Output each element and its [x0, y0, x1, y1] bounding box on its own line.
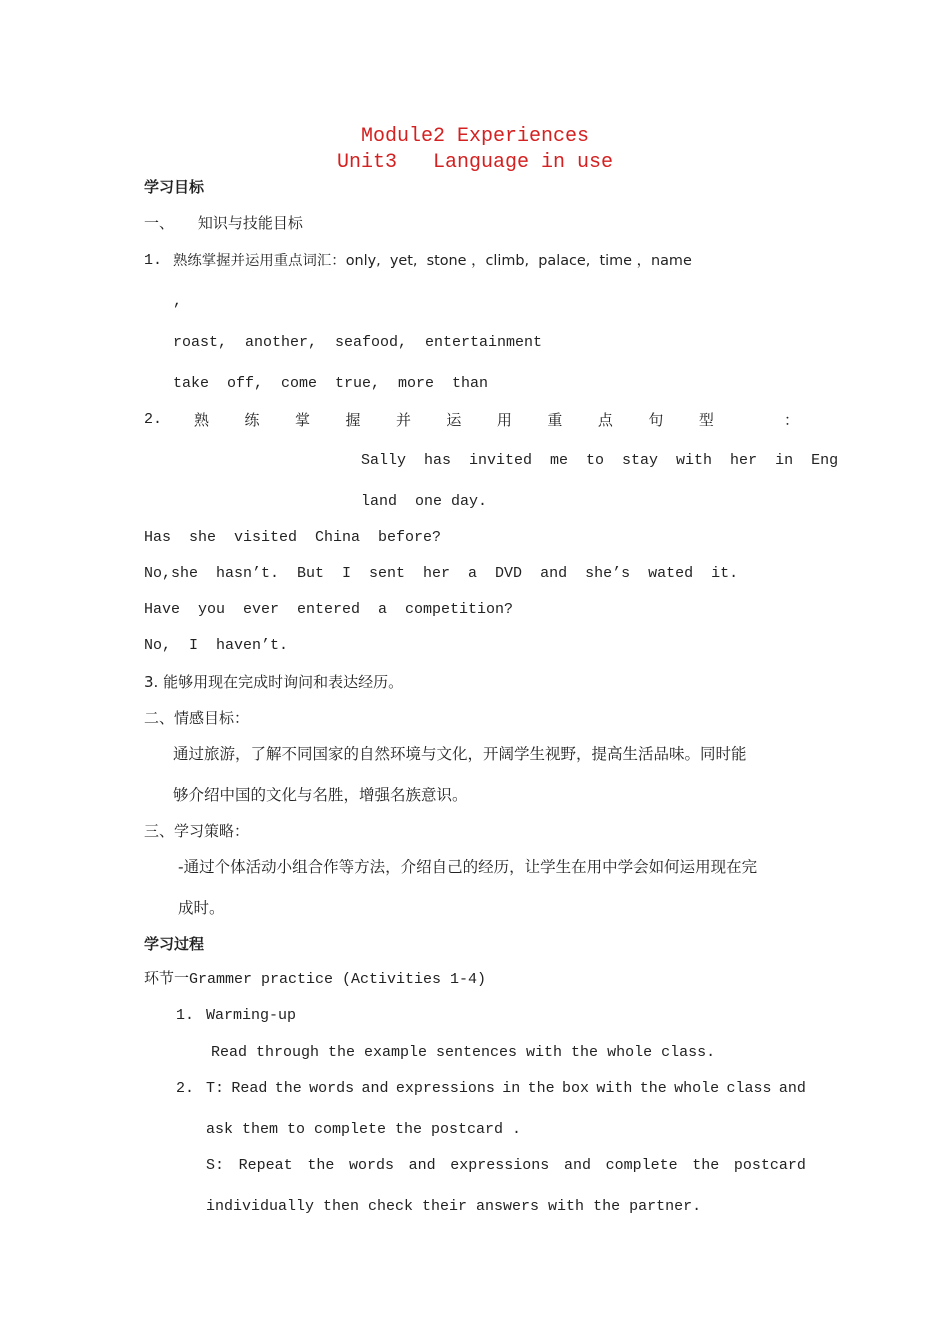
step2-number: 2. — [176, 1080, 195, 1097]
title-module: Module2 Experiences — [360, 125, 590, 148]
stage1-heading: 环节一Grammer practice (Activities 1-4) — [144, 971, 487, 988]
item1-vocab-line2: roast, another, seafood, entertainment — [173, 334, 543, 351]
item2-char: 熟 — [194, 411, 210, 429]
word: in — [502, 1080, 521, 1097]
word: the — [274, 1080, 302, 1097]
word: with — [596, 1080, 633, 1097]
word: the — [307, 1157, 335, 1174]
section3-text-line2: 成时。 — [178, 899, 225, 917]
item2-sentence1b: land one day. — [361, 493, 488, 510]
section2-text-line1: 通过旅游，了解不同国家的自然环境与文化，开阔学生视野，提高生活品味。同时能 — [173, 745, 747, 763]
step1-number: 1. — [176, 1007, 195, 1024]
word: expressions — [395, 1080, 495, 1097]
section3-heading: 三、学习策略： — [144, 822, 250, 840]
word: and — [408, 1157, 436, 1174]
item3-text: 3. 能够用现在完成时询问和表达经历。 — [144, 673, 404, 691]
word: Repeat — [238, 1157, 293, 1174]
item2-char: 型 — [698, 411, 714, 429]
word: words — [309, 1080, 355, 1097]
word: class — [726, 1080, 772, 1097]
item2-char: 运 — [446, 411, 462, 429]
item2-char: 点 — [597, 411, 613, 429]
step2-teacher-line2: ask them to complete the postcard . — [206, 1121, 522, 1138]
item2-heading — [194, 410, 714, 430]
step2-student-line2: individually then check their answers with the partner. — [206, 1198, 702, 1215]
section1-heading: 一、 知识与技能目标 — [144, 214, 303, 232]
word: whole — [674, 1080, 720, 1097]
item2-char: 并 — [395, 411, 411, 429]
title-unit: Unit3 Language in use — [336, 151, 614, 174]
objectives-heading: 学习目标 — [144, 178, 205, 196]
step1-title: Warming-up — [206, 1007, 297, 1024]
item1-number: 1. — [144, 252, 163, 269]
word: box — [562, 1080, 590, 1097]
item1-vocab-line3: take off, come true, more than — [173, 375, 489, 392]
process-heading: 学习过程 — [144, 935, 205, 953]
item2-char: 句 — [648, 411, 664, 429]
item2-colon: ： — [784, 411, 800, 429]
section2-text-line2: 够介绍中国的文化与名胜，增强名族意识。 — [173, 786, 468, 804]
word: and — [563, 1157, 591, 1174]
word: Read — [231, 1080, 268, 1097]
item2-sentence1a: Sally has invited me to stay with her in Eng — [361, 452, 839, 469]
item2-sentence2: Has she visited China before? — [144, 529, 442, 546]
word: postcard — [733, 1157, 806, 1174]
item2-char: 握 — [345, 411, 361, 429]
word: and — [778, 1080, 806, 1097]
item2-char: 重 — [547, 411, 563, 429]
word: S: — [206, 1157, 225, 1174]
word: the — [527, 1080, 555, 1097]
word: the — [639, 1080, 667, 1097]
item2-number: 2. — [144, 411, 163, 428]
step2-student-line1 — [206, 1156, 806, 1176]
step1-text: Read through the example sentences with the whole class. — [211, 1044, 716, 1061]
item2-sentence3: No,she hasn’t. But I sent her a DVD and she’s wated it. — [144, 565, 739, 582]
word: and — [361, 1080, 389, 1097]
item2-char: 掌 — [294, 411, 310, 429]
word: the — [692, 1157, 720, 1174]
section2-heading: 二、情感目标： — [144, 709, 250, 727]
section3-text-line1: -通过个体活动小组合作等方法，介绍自己的经历，让学生在用中学会如何运用现在完 — [178, 858, 758, 876]
word: T: — [206, 1080, 225, 1097]
word: complete — [605, 1157, 678, 1174]
item2-sentence4: Have you ever entered a competition? — [144, 601, 514, 618]
word: expressions — [450, 1157, 550, 1174]
item1-vocab-line1: 熟练掌握并运用重点词汇：only, yet, stone ，climb, palace, time ，name — [173, 253, 692, 269]
item1-comma: , — [173, 293, 183, 310]
item2-char: 练 — [244, 411, 260, 429]
word: words — [348, 1157, 394, 1174]
item2-sentence5: No, I haven’t. — [144, 637, 289, 654]
step2-teacher-line1 — [206, 1079, 806, 1099]
item2-char: 用 — [496, 411, 512, 429]
